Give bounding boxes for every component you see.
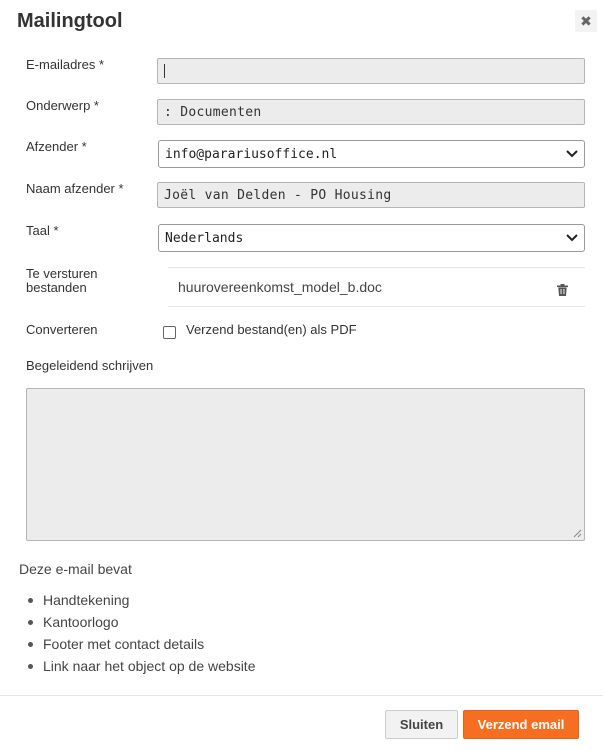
subject-input[interactable]: : Documenten	[157, 99, 585, 125]
sender-name-label: Naam afzender *	[26, 181, 124, 196]
file-name: huurovereenkomst_model_b.doc	[178, 279, 382, 295]
dialog-title: Mailingtool	[17, 10, 123, 32]
chevron-down-icon	[566, 150, 578, 158]
trash-icon[interactable]	[557, 283, 568, 301]
files-label: Te versturen bestanden	[26, 266, 98, 295]
cover-letter-label: Begeleidend schrijven	[26, 358, 154, 373]
sender-label: Afzender *	[26, 139, 87, 154]
chevron-down-icon	[566, 234, 578, 242]
close-dialog-button[interactable]: Sluiten	[385, 710, 458, 739]
sender-select[interactable]: info@parariusoffice.nl	[158, 140, 585, 168]
resize-handle-icon[interactable]	[573, 529, 582, 538]
file-item	[168, 267, 585, 307]
close-button[interactable]	[575, 10, 597, 32]
cover-letter-textarea[interactable]	[26, 388, 585, 541]
send-email-button[interactable]: Verzend email	[463, 710, 579, 739]
subject-label: Onderwerp *	[26, 98, 99, 113]
language-label: Taal *	[26, 223, 59, 238]
email-input[interactable]	[157, 58, 585, 84]
email-label: E-mailadres *	[26, 57, 105, 72]
info-list	[43, 592, 255, 680]
convert-label: Converteren	[26, 322, 98, 337]
list-item: Kantoorlogo	[43, 614, 255, 636]
list-item: Handtekening	[43, 592, 255, 614]
list-item: Footer met contact details	[43, 636, 255, 658]
convert-pdf-label[interactable]: Verzend bestand(en) als PDF	[186, 322, 357, 337]
close-icon: ✖	[580, 12, 592, 29]
sender-name-input[interactable]: Joël van Delden - PO Housing	[157, 182, 585, 208]
convert-pdf-checkbox[interactable]	[163, 326, 176, 339]
language-select[interactable]: Nederlands	[158, 224, 585, 252]
footer-divider	[0, 695, 603, 696]
info-title: Deze e-mail bevat	[19, 561, 132, 577]
list-item: Link naar het object op de website	[43, 658, 255, 680]
text-caret	[164, 64, 165, 78]
